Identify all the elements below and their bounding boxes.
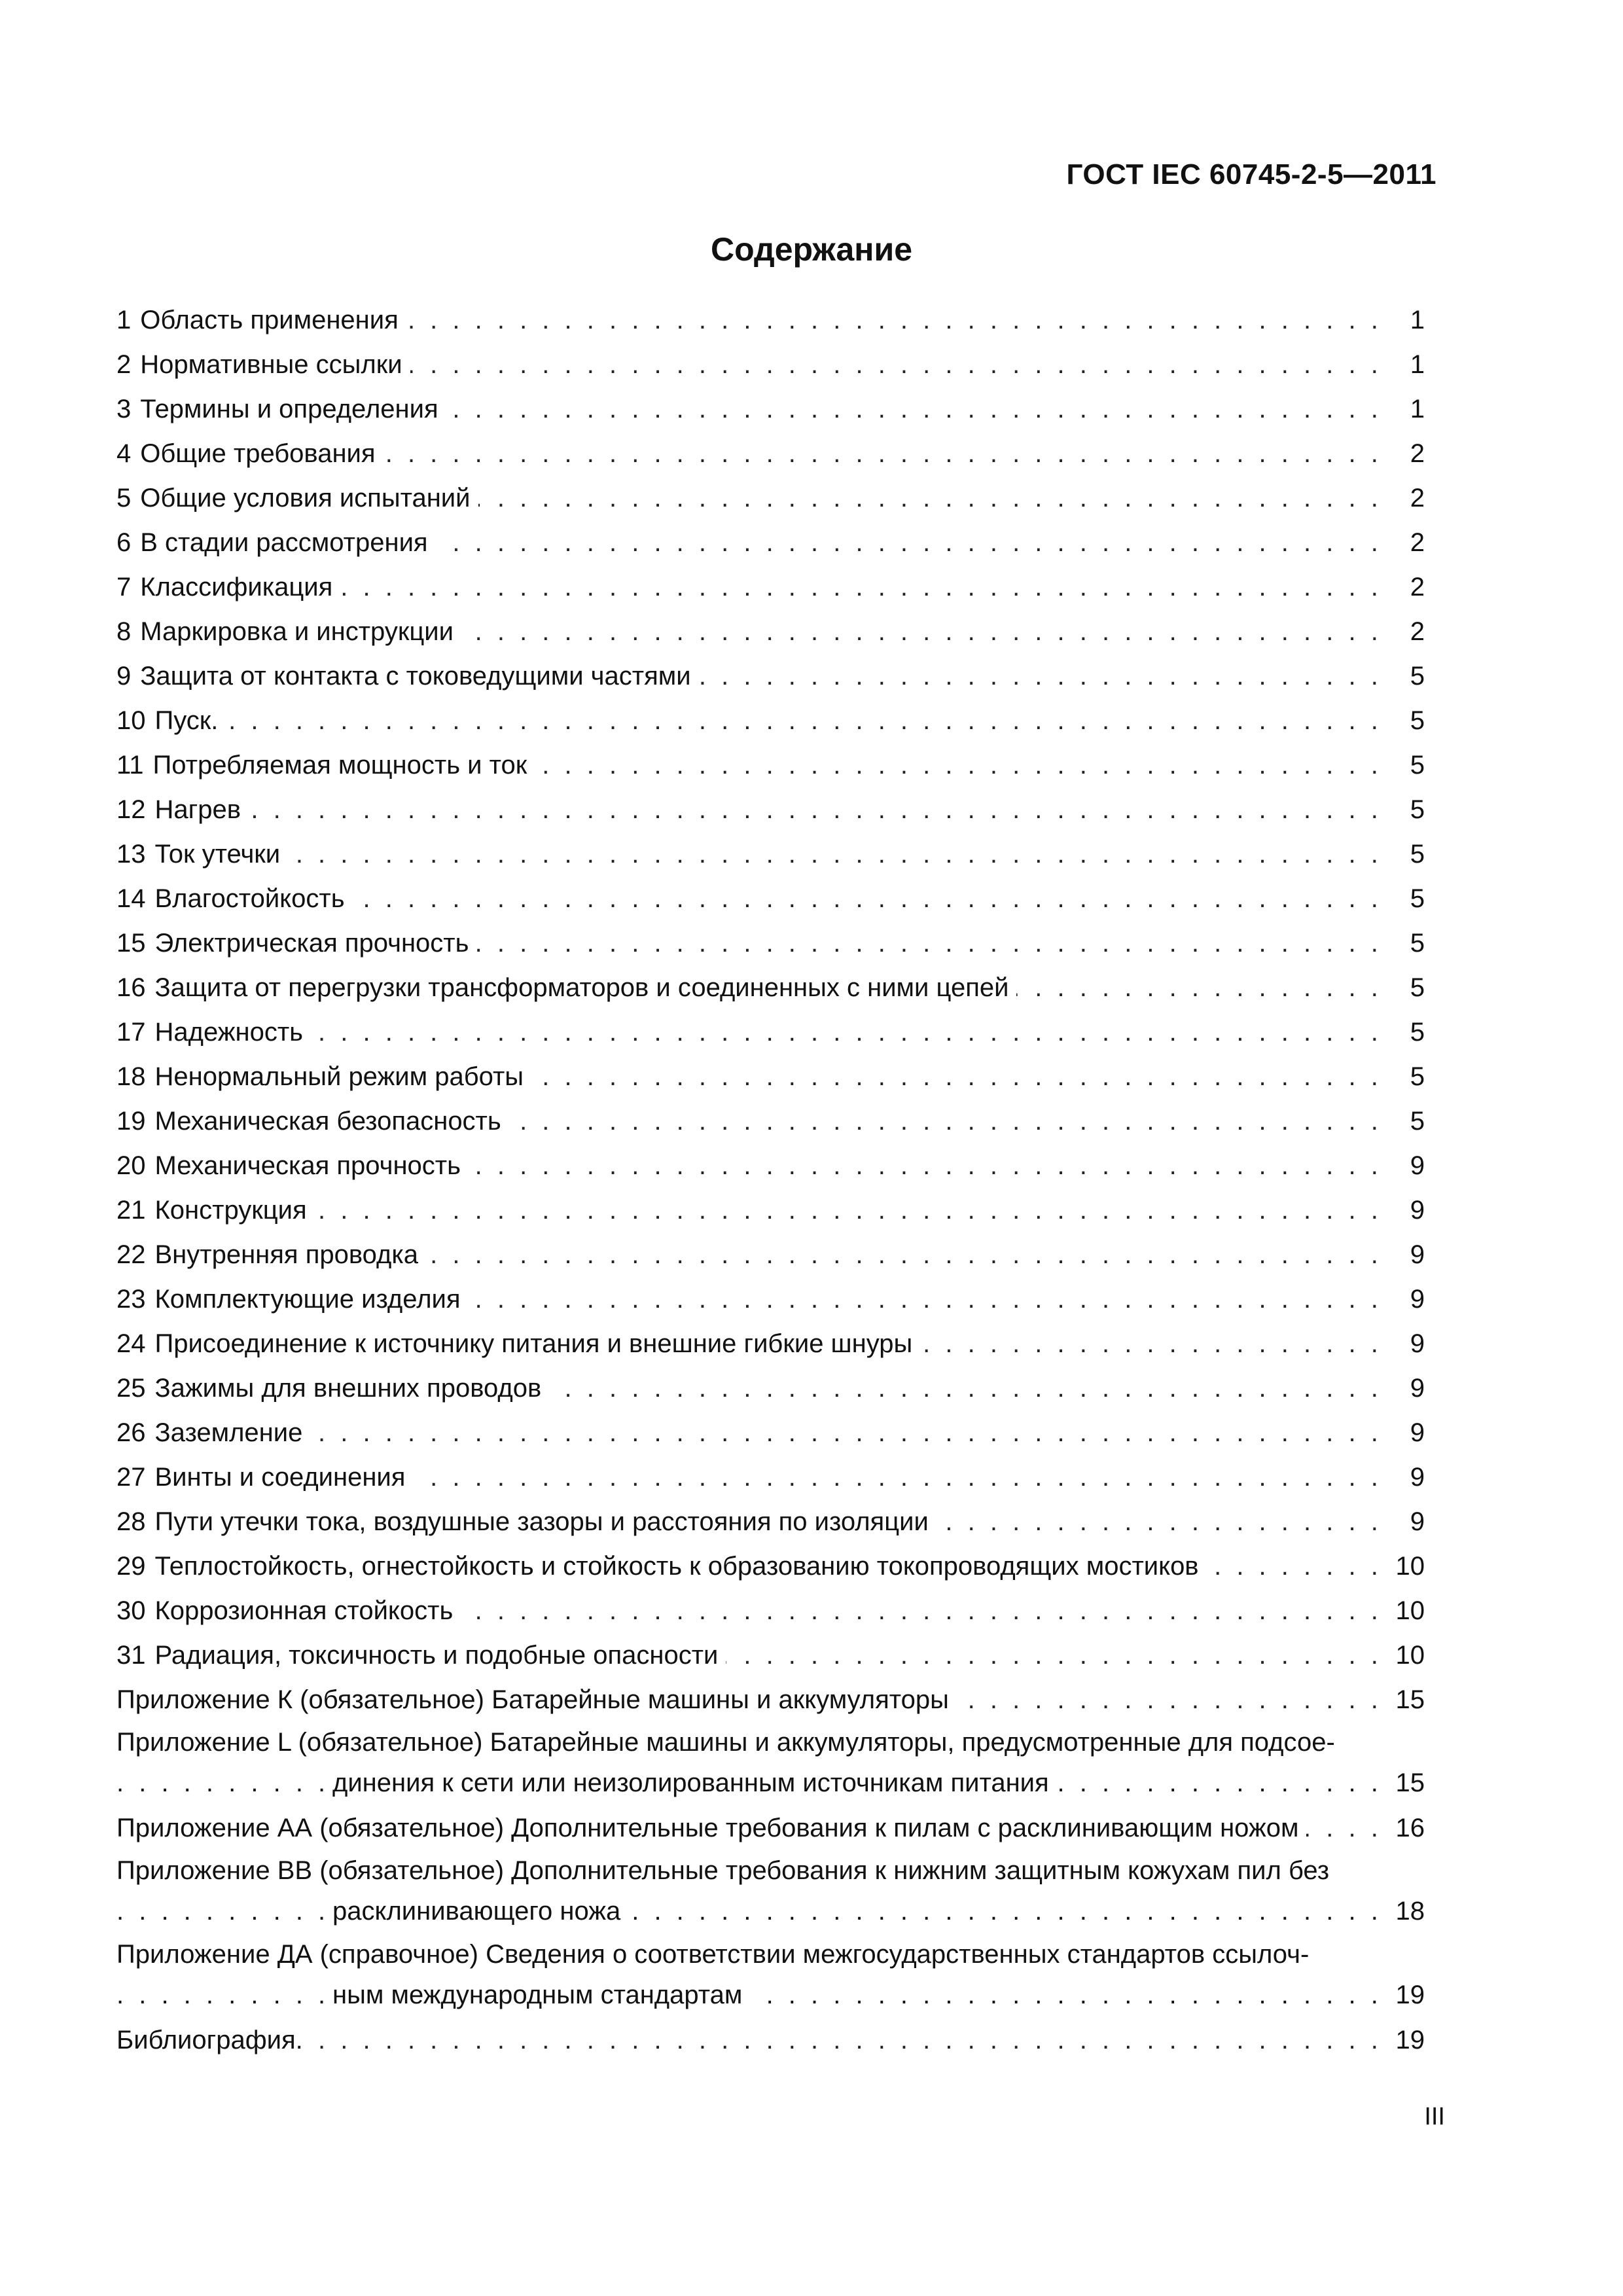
toc-entry[interactable] (116, 431, 1425, 476)
toc-entry[interactable] (116, 1232, 1425, 1277)
toc-entry-number: 21 (116, 1196, 146, 1225)
toc-entry[interactable] (116, 1499, 1425, 1544)
toc-entry-label (116, 1588, 461, 1633)
toc-bibliography[interactable] (116, 2018, 1425, 2062)
toc-annex-k[interactable] (116, 1677, 1425, 1722)
toc-entry-title: В стадии рассмотрения (140, 528, 428, 557)
toc-entry-number: 10 (116, 706, 146, 735)
toc-entry[interactable] (116, 832, 1425, 876)
toc-entry[interactable] (116, 1054, 1425, 1099)
toc-page-number: 1 (1404, 342, 1425, 387)
toc-entry-number: 29 (116, 1552, 146, 1581)
toc-entry-title: Защита от перегрузки трансформаторов и соединенных с ними цепей (154, 973, 1009, 1002)
toc-entry-title: Радиация, токсичность и подобные опасности (154, 1641, 719, 1670)
toc-entry-label (116, 476, 478, 520)
toc-entry[interactable] (116, 609, 1425, 654)
toc-entry[interactable] (116, 921, 1425, 965)
toc-entry-title: Комплектующие изделия (154, 1285, 461, 1314)
toc-page-number: 15 (1389, 1763, 1425, 1803)
toc-page-number: 10 (1389, 1633, 1425, 1677)
toc-entry[interactable] (116, 876, 1425, 921)
toc-page-number: 5 (1404, 1010, 1425, 1054)
page-folio: III (1424, 2103, 1445, 2130)
toc-entry-label (116, 1099, 509, 1143)
toc-entry[interactable] (116, 654, 1425, 698)
toc-entry-number: 3 (116, 395, 132, 423)
toc-entry-title: Влагостойкость (154, 884, 345, 913)
toc-entry[interactable] (116, 565, 1425, 609)
toc-page-number: 2 (1404, 431, 1425, 476)
toc-entry-number: 15 (116, 929, 146, 958)
toc-page-number: 2 (1404, 565, 1425, 609)
toc-page-number: 19 (1389, 2018, 1425, 2062)
toc-entry-title: Нормативные ссылки (140, 350, 402, 379)
dot-leader (116, 698, 1380, 743)
toc-page-number: 15 (1389, 1677, 1425, 1722)
toc-entry-title: Ток утечки (154, 840, 281, 869)
toc-entry-label: Приложение L (обязательное) Батарейные машины и аккумуляторы, предусмотренные для подсое- (116, 1728, 1335, 1757)
toc-page-number: 9 (1404, 1188, 1425, 1232)
toc-entry-number: 17 (116, 1018, 146, 1047)
toc-entry-number: 27 (116, 1463, 146, 1492)
toc-entry-number: 22 (116, 1240, 146, 1269)
toc-page-number: 9 (1404, 1366, 1425, 1410)
toc-entry[interactable] (116, 342, 1425, 387)
toc-page-number: 16 (1389, 1806, 1425, 1850)
toc-entry-label: Приложение ВВ (обязательное) Дополнительные требования к нижним защитным кожухам пил без (116, 1856, 1330, 1885)
toc-entry-title: Присоединение к источнику питания и внешние гибкие шнуры (154, 1329, 913, 1358)
toc-entry-number: 24 (116, 1329, 146, 1358)
toc-page-number: 2 (1404, 476, 1425, 520)
toc-entry-title: Нагрев (154, 795, 241, 824)
toc-entry-label (116, 1410, 310, 1455)
toc-page-number: 18 (1389, 1891, 1425, 1931)
toc-entry-number: 11 (116, 751, 144, 780)
toc-entry-title: Конструкция (154, 1196, 307, 1225)
toc-page-number: 5 (1404, 1054, 1425, 1099)
toc-annex-da[interactable] (116, 1934, 1425, 2015)
toc-entry-title: Термины и определения (140, 395, 438, 423)
toc-entry-label (116, 1499, 936, 1544)
toc-entry-number: 30 (116, 1596, 146, 1625)
toc-page-number: 9 (1404, 1277, 1425, 1321)
toc-entry-number: 26 (116, 1418, 146, 1447)
toc-entry-number: 14 (116, 884, 146, 913)
toc-entry-label: Библиография. (116, 2018, 311, 2062)
toc-page-number: 10 (1389, 1588, 1425, 1633)
toc-page-number: 5 (1404, 698, 1425, 743)
toc-annex-l[interactable] (116, 1722, 1425, 1803)
toc-entry[interactable] (116, 1544, 1425, 1588)
toc-entry-label (116, 654, 699, 698)
toc-entry-title: Надежность (154, 1018, 304, 1047)
toc-page-number: 2 (1404, 609, 1425, 654)
toc-entry-title: Маркировка и инструкции (140, 617, 454, 646)
toc-entry[interactable] (116, 743, 1425, 787)
toc-page-number: 19 (1389, 1975, 1425, 2015)
toc-entry-label (116, 1143, 469, 1188)
toc-entry-title: Коррозионная стойкость (154, 1596, 454, 1625)
toc-entry-number: 12 (116, 795, 146, 824)
toc-entry[interactable] (116, 387, 1425, 431)
toc-entry-label (116, 1366, 549, 1410)
toc-page-number: 5 (1404, 876, 1425, 921)
toc-entry-label: Приложение К (обязательное) Батарейные машины и аккумуляторы (116, 1677, 957, 1722)
toc-entry-title: Зажимы для внешних проводов (154, 1374, 542, 1403)
toc-entry-label (116, 876, 353, 921)
dot-leader (116, 1891, 1380, 1931)
toc-entry-label (116, 1277, 469, 1321)
toc-entry[interactable] (116, 787, 1425, 832)
toc-entry-label (116, 1455, 413, 1499)
toc-entry-label (116, 698, 226, 743)
toc-page-number: 9 (1404, 1410, 1425, 1455)
toc-entry-label (116, 921, 476, 965)
toc-entry[interactable] (116, 1010, 1425, 1054)
toc-entry-number: 5 (116, 484, 132, 512)
toc-page-number: 9 (1404, 1143, 1425, 1188)
toc-entry-label (116, 965, 1016, 1010)
toc-entry-number: 7 (116, 573, 132, 601)
toc-entry[interactable] (116, 698, 1425, 743)
toc-entry-label (116, 1321, 920, 1366)
toc-entry-title: Ненормальный режим работы (154, 1062, 524, 1091)
toc-entry-number: 16 (116, 973, 146, 1002)
toc-entry-label (116, 431, 383, 476)
toc-entry-continuation: динения к сети или неизолированным источникам питания (332, 1763, 1057, 1803)
toc-entry-number: 28 (116, 1507, 146, 1536)
toc-entry-title: Электрическая прочность (154, 929, 469, 958)
toc-entry-label (116, 1232, 426, 1277)
toc-page-number: 10 (1389, 1544, 1425, 1588)
toc-entry[interactable] (116, 1099, 1425, 1143)
toc-entry-number: 20 (116, 1151, 146, 1180)
toc-entry-title: Потребляемая мощность и ток (152, 751, 527, 780)
toc-entry-number: 6 (116, 528, 132, 557)
toc-entry-title: Теплостойкость, огнестойкость и стойкость к образованию токопроводящих мостиков (154, 1552, 1199, 1581)
toc-entry-label (116, 1010, 311, 1054)
toc-page-number: 5 (1404, 787, 1425, 832)
toc-entry-title: Общие требования (140, 439, 376, 468)
toc-entry-title: Внутренняя проводка (154, 1240, 418, 1269)
toc-entry[interactable] (116, 520, 1425, 565)
toc-entry-number: 9 (116, 662, 132, 691)
toc-page-number: 1 (1404, 387, 1425, 431)
toc-entry-label: Приложение ДА (справочное) Сведения о соответствии межгосударственных стандартов ссылоч- (116, 1940, 1310, 1969)
toc-entry-label (116, 1054, 531, 1099)
toc-entry-label (116, 298, 406, 342)
document-code-header: ГОСТ IEC 60745-2-5—2011 (1066, 158, 1436, 190)
toc-entry-title: Общие условия испытаний (140, 484, 471, 512)
toc-entry-label (116, 1633, 726, 1677)
table-of-contents (116, 298, 1425, 2062)
toc-page-number: 9 (1404, 1232, 1425, 1277)
toc-page-number: 2 (1404, 520, 1425, 565)
toc-page-number: 5 (1404, 654, 1425, 698)
toc-entry[interactable] (116, 476, 1425, 520)
toc-entry-title: Механическая прочность (154, 1151, 461, 1180)
toc-entry[interactable] (116, 965, 1425, 1010)
toc-page-number: 5 (1404, 965, 1425, 1010)
toc-entry-title: Защита от контакта с токоведущими частями (140, 662, 691, 691)
toc-entry-label: Приложение АА (обязательное) Дополнительные требования к пилам с расклинивающим ножом (116, 1806, 1306, 1850)
toc-entry-title: Пуск. (154, 706, 219, 735)
toc-entry-label (116, 387, 446, 431)
toc-entry-title: Механическая безопасность (154, 1107, 501, 1136)
toc-entry-continuation: расклинивающего ножа (332, 1891, 628, 1931)
toc-entry-number: 13 (116, 840, 146, 869)
toc-entry-label (116, 1544, 1207, 1588)
toc-page-number: 5 (1404, 921, 1425, 965)
toc-entry[interactable] (116, 1633, 1425, 1677)
toc-entry[interactable] (116, 1588, 1425, 1633)
toc-entry[interactable] (116, 1410, 1425, 1455)
toc-entry-number: 2 (116, 350, 132, 379)
dot-leader (116, 832, 1380, 876)
toc-entry-title: Область применения (140, 306, 399, 334)
toc-entry-title: Заземление (154, 1418, 303, 1447)
toc-page-number: 9 (1404, 1321, 1425, 1366)
toc-annex-bb[interactable] (116, 1850, 1425, 1931)
toc-entry-number: 25 (116, 1374, 146, 1403)
toc-entry-label (116, 787, 249, 832)
toc-page-number: 1 (1404, 298, 1425, 342)
toc-entry-number: 18 (116, 1062, 146, 1091)
toc-page-number: 9 (1404, 1499, 1425, 1544)
toc-entry[interactable] (116, 1188, 1425, 1232)
toc-entry-number: 23 (116, 1285, 146, 1314)
toc-entry-number: 1 (116, 306, 132, 334)
toc-entry-label (116, 1188, 315, 1232)
toc-entry-label (116, 609, 461, 654)
toc-entry-title: Классификация (140, 573, 333, 601)
toc-page-number: 5 (1404, 832, 1425, 876)
toc-entry[interactable] (116, 1143, 1425, 1188)
toc-entry[interactable] (116, 1277, 1425, 1321)
toc-entry[interactable] (116, 1321, 1425, 1366)
toc-entry-label (116, 832, 288, 876)
toc-entry-number: 31 (116, 1641, 146, 1670)
toc-annex-aa[interactable] (116, 1806, 1425, 1850)
toc-rows (116, 298, 1425, 1677)
toc-entry-label (116, 565, 340, 609)
toc-entry-label (116, 743, 535, 787)
toc-entry-label (116, 520, 436, 565)
toc-entry-continuation: ным международным стандартам (332, 1975, 750, 2015)
toc-entry-number: 4 (116, 439, 132, 468)
toc-entry[interactable] (116, 1455, 1425, 1499)
toc-entry[interactable] (116, 1366, 1425, 1410)
toc-entry-title: Пути утечки тока, воздушные зазоры и расстояния по изоляции (154, 1507, 929, 1536)
dot-leader (116, 787, 1380, 832)
toc-entry-label (116, 342, 410, 387)
toc-page-number: 5 (1404, 1099, 1425, 1143)
toc-page-number: 9 (1404, 1455, 1425, 1499)
toc-entry-number: 8 (116, 617, 132, 646)
toc-entry[interactable] (116, 298, 1425, 342)
toc-entry-title: Винты и соединения (154, 1463, 406, 1492)
toc-page-number: 5 (1404, 743, 1425, 787)
page-title: Содержание (710, 231, 913, 268)
toc-entry-number: 19 (116, 1107, 146, 1136)
